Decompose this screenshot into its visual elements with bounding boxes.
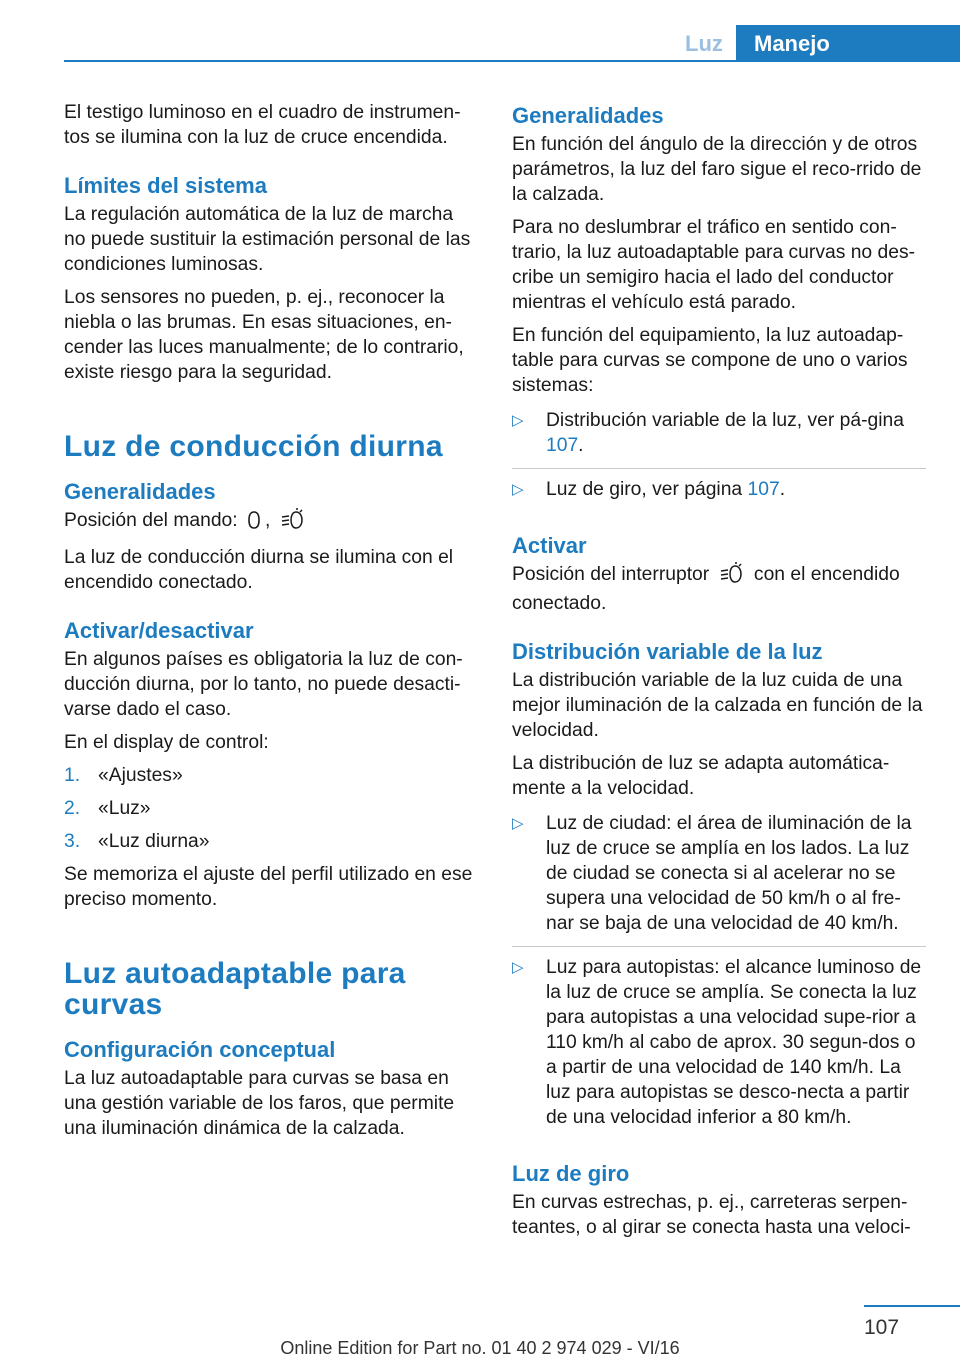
left-column bbox=[64, 100, 478, 1149]
bullet-triangle-icon: ▷ bbox=[512, 959, 524, 976]
heading-activate-deactivate: Activar/desactivar bbox=[64, 618, 254, 643]
footer-edition: Online Edition for Part no. 01 40 2 974 029 - VI/16 bbox=[280, 1338, 680, 1358]
paragraph: La distribución de luz se adapta automática‐mente a la velocidad. bbox=[512, 753, 890, 799]
bullet-triangle-icon: ▷ bbox=[512, 815, 524, 832]
paragraph: La distribución variable de la luz cuida de una mejor iluminación de la calzada en función de la velocidad. bbox=[512, 670, 923, 741]
paragraph: En función del ángulo de la dirección y de otros parámetros, la luz del faro sigue el reco‐rrido de la calzada. bbox=[512, 134, 922, 205]
page-link[interactable]: 107 bbox=[747, 479, 780, 500]
position-label: Posición del mando: bbox=[64, 510, 238, 531]
paragraph: En algunos países es obligatoria la luz de con‐ducción diurna, por lo tanto, no puede desacti‐varse dado el caso. bbox=[64, 649, 463, 720]
heading-activate: Activar bbox=[512, 533, 587, 558]
header-rule bbox=[64, 60, 960, 62]
paragraph: Para no deslumbrar el tráfico en sentido con‐trario, la luz autoadaptable para curvas no des‐cribe un semigiro hacia el lado del conductor mientras el vehículo está parado. bbox=[512, 217, 916, 313]
right-column bbox=[512, 100, 926, 1248]
list-item: 2. «Luz» bbox=[64, 798, 151, 819]
light-off-icon bbox=[247, 510, 261, 537]
paragraph: En función del equipamiento, la luz autoadap‐table para curvas se compone de uno o varios sistemas: bbox=[512, 325, 908, 396]
list-item: ▷ Distribución variable de la luz, ver pá‐gina 107. bbox=[512, 406, 926, 469]
heading-variable-distribution: Distribución variable de la luz bbox=[512, 639, 823, 664]
heading-daytime-running-lights: Luz de conducción diurna bbox=[64, 430, 443, 463]
list-item: ▷ Luz de giro, ver página 107. bbox=[512, 479, 786, 500]
bullet-triangle-icon: ▷ bbox=[512, 412, 524, 429]
bullet-triangle-icon: ▷ bbox=[512, 481, 524, 498]
list-item: 1. «Ajustes» bbox=[64, 765, 183, 786]
paragraph: En el display de control: bbox=[64, 732, 269, 753]
paragraph: En curvas estrechas, p. ej., carreteras serpen‐teantes, o al girar se conecta hasta una veloci‐ bbox=[512, 1192, 911, 1238]
paragraph: Se memoriza el ajuste del perfil utilizado en ese preciso momento. bbox=[64, 864, 473, 910]
heading-general: Generalidades bbox=[512, 103, 664, 128]
header-chapter-tab: Manejo bbox=[736, 25, 960, 62]
page-number: 107 bbox=[864, 1316, 900, 1339]
list-item: ▷ Luz para autopistas: el alcance luminoso de la luz de cruce se amplía. Se conecta la luz para autopistas a una velocidad supe‐rior a 110 km/h al cabo de aprox. 30 segun‐dos o a partir de una velocidad de 140 km/h. La luz para autopistas se desco‐necta a partir de una velocidad inferior a 80 km/h. bbox=[512, 957, 922, 1128]
paragraph: El testigo luminoso en el cuadro de instrumen‐tos se ilumina con la luz de cruce encendida. bbox=[64, 102, 461, 148]
page-link[interactable]: 107 bbox=[546, 435, 579, 456]
header-section-tab: Luz bbox=[685, 30, 723, 56]
heading-concept: Configuración conceptual bbox=[64, 1037, 336, 1062]
heading-system-limits: Límites del sistema bbox=[64, 173, 267, 198]
heading-general: Generalidades bbox=[64, 479, 216, 504]
steps-list bbox=[64, 763, 478, 854]
paragraph: La regulación automática de la luz de marcha no puede sustituir la estimación personal de las condiciones luminosas. bbox=[64, 204, 471, 275]
list-item: 3. «Luz diurna» bbox=[64, 831, 210, 852]
auto-headlight-icon bbox=[280, 508, 306, 537]
paragraph-activate: Posición del interruptor con el encendido conectado. bbox=[512, 564, 900, 614]
heading-turn-light: Luz de giro bbox=[512, 1161, 630, 1186]
heading-adaptive-curve-light: Luz autoadaptable para curvas bbox=[64, 957, 406, 1021]
list-item: ▷ Luz de ciudad: el área de iluminación de la luz de cruce se amplía en los lados. La luz de ciudad se conecta si al acelerar no se supera una velocidad de 50 km/h o al fre‐nar se baja de una velocidad de 40 km/h. bbox=[512, 809, 926, 947]
paragraph: La luz autoadaptable para curvas se basa en una gestión variable de los faros, que permite una iluminación dinámica de la calzada. bbox=[64, 1068, 455, 1139]
paragraph: Los sensores no pueden, p. ej., reconocer la niebla o las brumas. En esas situaciones, en‐cender las luces manualmente; de lo contrario, existe riesgo para la seguridad. bbox=[64, 287, 464, 383]
separator: , bbox=[265, 510, 271, 531]
footer-rule bbox=[864, 1305, 960, 1307]
paragraph: La luz de conducción diurna se ilumina con el encendido conectado. bbox=[64, 547, 454, 593]
distribution-list bbox=[512, 809, 926, 1140]
systems-list bbox=[512, 406, 926, 512]
auto-headlight-icon bbox=[719, 562, 745, 591]
paragraph-switch-position bbox=[64, 508, 478, 537]
